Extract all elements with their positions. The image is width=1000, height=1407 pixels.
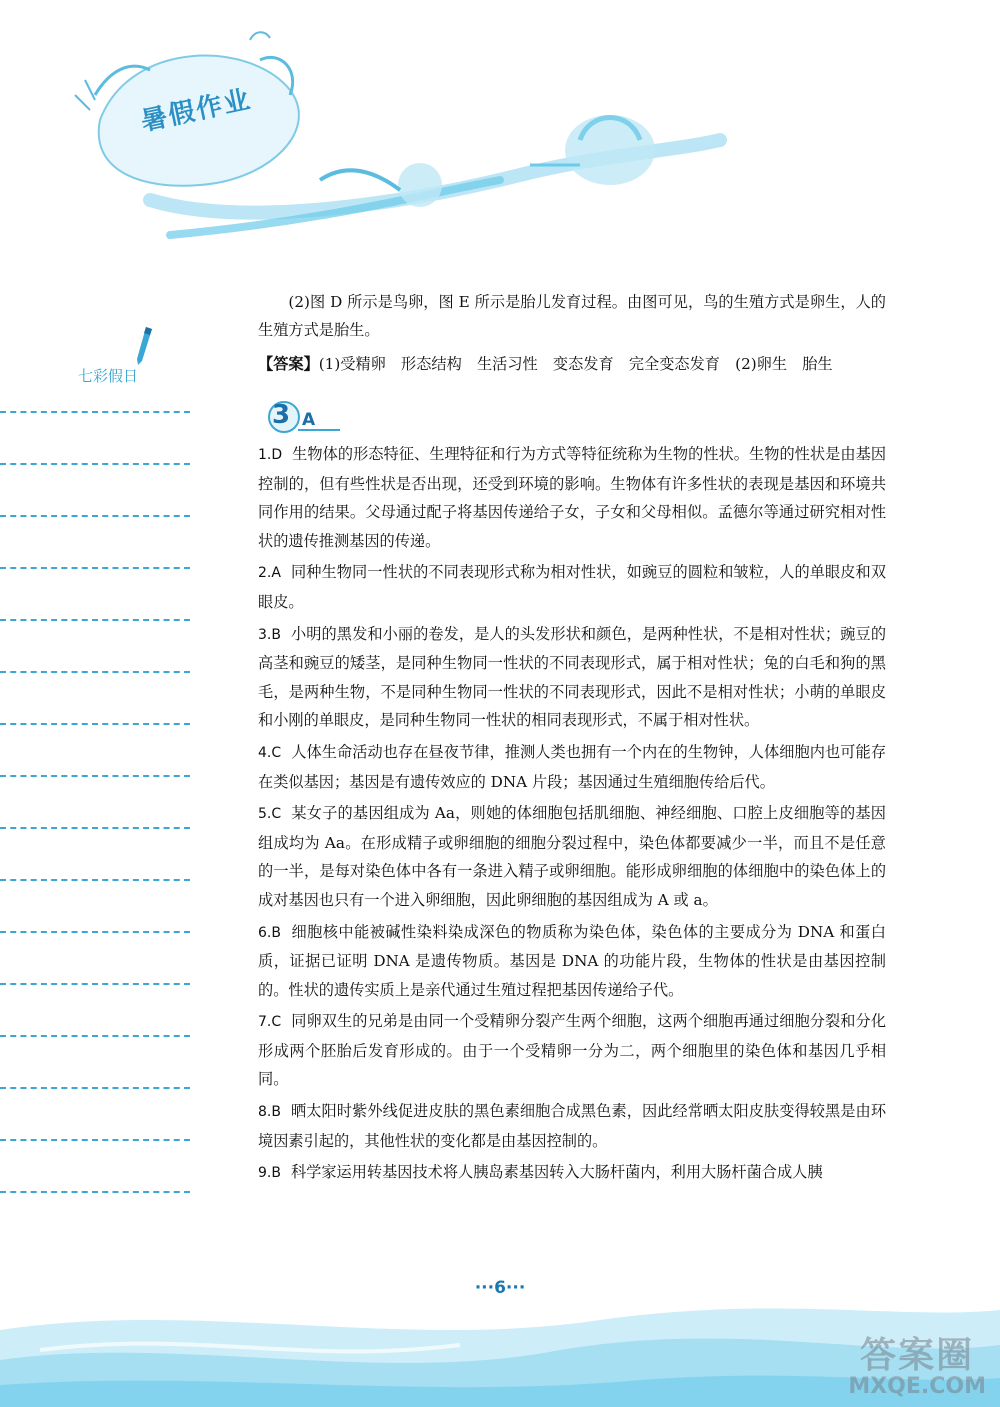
question-explanation: 某女子的基因组成为 Aa，则她的体细胞包括肌细胞、神经细胞、口腔上皮细胞等的基因组成均为 Aa。在形成精子或卵细胞的细胞分裂过程中，染色体都要减少一半，而且不是任意的一半，是每对染色体中各有一条进入精子或卵细胞。能形成卵细胞的体细胞中的染色体上的成对基因也只有一个进入卵细胞，因此卵细胞的基因组成为 A 或 a。 — [258, 804, 886, 909]
answer-line — [0, 619, 190, 621]
section-letter: A — [302, 410, 316, 430]
question-item — [258, 918, 886, 1005]
question-answer: B — [271, 1104, 281, 1121]
answer-line — [0, 1035, 190, 1037]
page-number: ···6··· — [474, 1278, 526, 1298]
section-badge — [262, 400, 342, 434]
question-answer: C — [271, 744, 282, 761]
question-number: 3. — [258, 626, 272, 643]
answer-line — [0, 931, 190, 933]
intro-content — [258, 288, 886, 378]
question-item — [258, 558, 886, 616]
question-explanation: 小明的黑发和小丽的卷发，是人的头发形状和颜色，是两种性状，不是相对性状；豌豆的高茎和豌豆的矮茎，是同种生物同一性状的不同表现形式，属于相对性状；兔的白毛和狗的黑毛，是两种生物，不是同种生物同一性状的不同表现形式，因此不是相对性状；小萌的单眼皮和小刚的单眼皮，是同种生物同一性状的相同表现形式，不属于相对性状。 — [258, 624, 886, 730]
question-number: 8. — [258, 1104, 272, 1121]
answer-line — [0, 411, 190, 413]
question-explanation: 晒太阳时紫外线促进皮肤的黑色素细胞合成黑色素，因此经常晒太阳皮肤变得较黑是由环境因素引起的，其他性状的变化都是由基因控制的。 — [258, 1102, 886, 1150]
sidebar-label: 七彩假日 — [78, 367, 139, 385]
question-item — [258, 1158, 886, 1188]
intro-paragraph: (2)图 D 所示是鸟卵，图 E 所示是胎儿发育过程。由图可见，鸟的生殖方式是卵生，人的生殖方式是胎生。 — [258, 293, 886, 339]
answer-line — [0, 1139, 190, 1141]
answer-row — [258, 350, 886, 378]
answer-line — [0, 723, 190, 725]
question-explanation: 同卵双生的兄弟是由同一个受精卵分裂产生两个细胞，这两个细胞再通过细胞分裂和分化形成两个胚胎后发育形成的。由于一个受精卵一分为二，两个细胞里的染色体和基因几乎相同。 — [258, 1012, 886, 1089]
answer-line — [0, 1087, 190, 1089]
answer-key: 【答案】 — [258, 355, 319, 373]
question-number: 2. — [258, 565, 272, 582]
question-number: 4. — [258, 744, 272, 761]
answer-line — [0, 1191, 190, 1193]
question-item — [258, 738, 886, 796]
question-answer: C — [271, 1014, 282, 1031]
watermark-url: MXQE.COM — [848, 1374, 986, 1399]
question-number: 6. — [258, 924, 272, 941]
answer-line — [0, 983, 190, 985]
question-list — [258, 440, 886, 1191]
answer-text: (1)受精卵 形态结构 生活习性 变态发育 完全变态发育 (2)卵生 胎生 — [318, 355, 833, 373]
question-number: 7. — [258, 1014, 272, 1031]
question-answer: B — [271, 1165, 281, 1182]
answer-line — [0, 515, 190, 517]
question-answer: D — [271, 447, 283, 463]
question-item — [258, 1007, 886, 1094]
question-answer: A — [271, 565, 281, 582]
question-number: 1. — [258, 447, 272, 463]
question-number: 5. — [258, 806, 272, 823]
answer-line — [0, 671, 190, 673]
question-explanation: 人体生命活动也存在昼夜节律，推测人类也拥有一个内在的生物钟，人体细胞内也可能存在类似基因；基因是有遗传效应的 DNA 片段；基因通过生殖细胞传给后代。 — [258, 742, 886, 791]
question-explanation: 生物体的形态特征、生理特征和行为方式等特征统称为生物的性状。生物的性状是由基因控制的，但有些性状是否出现，还受到环境的影响。生物体有许多性状的表现是基因和环境共同作用的结果。父母通过配子将基因传递给子女，子女和父母相似。孟德尔等通过研究相对性状的遗传推测基因的传递。 — [258, 445, 886, 550]
answer-line — [0, 827, 190, 829]
question-explanation: 同种生物同一性状的不同表现形式称为相对性状，如豌豆的圆粒和皱粒，人的单眼皮和双眼皮。 — [258, 563, 886, 611]
answer-line — [0, 463, 190, 465]
question-item — [258, 620, 886, 735]
question-answer: C — [271, 806, 282, 823]
question-explanation: 细胞核中能被碱性染料染成深色的物质称为染色体，染色体的主要成分为 DNA 和蛋白质，证据已证明 DNA 是遗传物质。基因是 DNA 的功能片段，生物体的性状是由基因控制的。性状的遗传实质上是亲代通过生殖过程把基因传递给子代。 — [258, 922, 886, 999]
watermark-logo — [848, 1327, 986, 1399]
question-item — [258, 440, 886, 555]
section-number: 3 — [272, 400, 291, 430]
answer-line — [0, 775, 190, 777]
question-item — [258, 799, 886, 914]
answer-line — [0, 879, 190, 881]
question-answer: B — [271, 626, 281, 643]
banner-title: 暑假作业 — [138, 84, 255, 138]
question-explanation: 科学家运用转基因技术将人胰岛素基因转入大肠杆菌内，利用大肠杆菌合成人胰 — [290, 1163, 823, 1182]
question-item — [258, 1097, 886, 1155]
question-number: 9. — [258, 1165, 272, 1182]
question-answer: B — [271, 924, 281, 941]
watermark-title: 答案圈 — [860, 1335, 975, 1376]
answer-line — [0, 567, 190, 569]
pen-icon — [132, 325, 156, 369]
